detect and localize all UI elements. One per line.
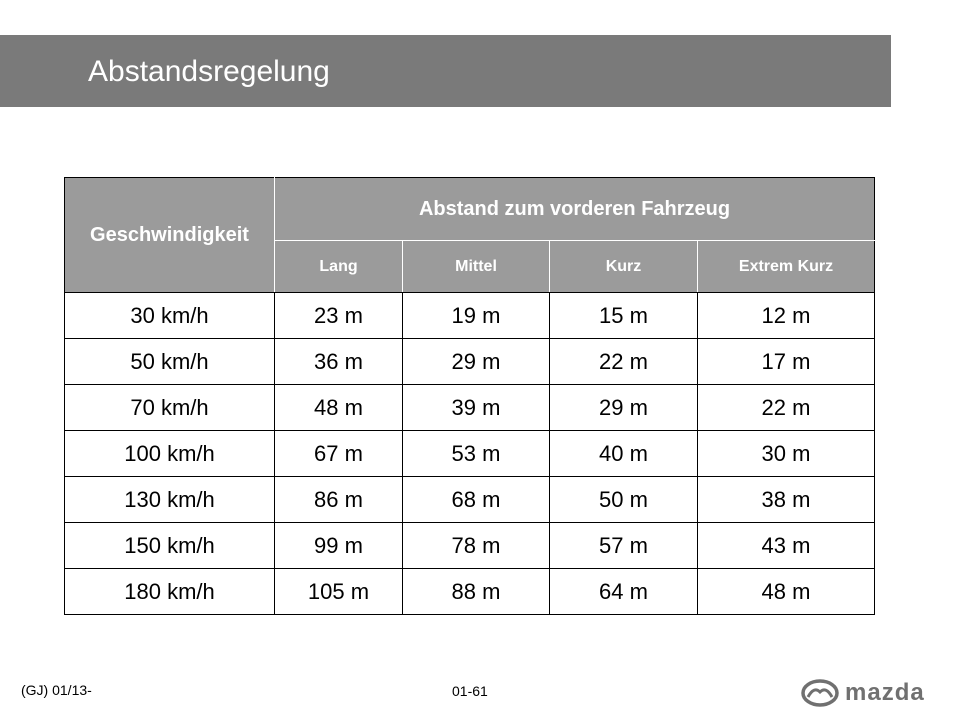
distance-table [64, 177, 875, 615]
distance-cell: 40 m [550, 431, 698, 477]
speed-header: Geschwindigkeit [65, 178, 275, 293]
table-row [65, 339, 875, 385]
distance-cell: 23 m [275, 293, 403, 339]
distance-cell: 29 m [403, 339, 550, 385]
distance-cell: 99 m [275, 523, 403, 569]
speed-cell: 50 km/h [65, 339, 275, 385]
distance-cell: 53 m [403, 431, 550, 477]
speed-cell: 70 km/h [65, 385, 275, 431]
table-row [65, 385, 875, 431]
table-row [65, 569, 875, 615]
speed-cell: 130 km/h [65, 477, 275, 523]
footer-code: (GJ) 01/13- [21, 682, 92, 698]
distance-cell: 15 m [550, 293, 698, 339]
speed-cell: 150 km/h [65, 523, 275, 569]
distance-cell: 39 m [403, 385, 550, 431]
distance-cell: 30 m [698, 431, 875, 477]
distance-cell: 88 m [403, 569, 550, 615]
title-bar [0, 35, 891, 107]
mazda-wordmark: mazda [845, 679, 925, 706]
distance-cell: 22 m [550, 339, 698, 385]
distance-cell: 86 m [275, 477, 403, 523]
sub-header-mittel: Mittel [403, 241, 550, 293]
distance-cell: 67 m [275, 431, 403, 477]
speed-cell: 30 km/h [65, 293, 275, 339]
distance-cell: 64 m [550, 569, 698, 615]
table-row [65, 477, 875, 523]
distance-cell: 12 m [698, 293, 875, 339]
speed-cell: 180 km/h [65, 569, 275, 615]
distance-group-header: Abstand zum vorderen Fahrzeug [275, 178, 875, 241]
mazda-emblem-icon [800, 678, 840, 708]
distance-cell: 50 m [550, 477, 698, 523]
distance-cell: 17 m [698, 339, 875, 385]
page-number: 01-61 [452, 683, 488, 699]
table-row [65, 293, 875, 339]
distance-cell: 68 m [403, 477, 550, 523]
distance-cell: 57 m [550, 523, 698, 569]
distance-cell: 38 m [698, 477, 875, 523]
distance-cell: 29 m [550, 385, 698, 431]
sub-header-lang: Lang [275, 241, 403, 293]
sub-header-kurz: Kurz [550, 241, 698, 293]
distance-cell: 22 m [698, 385, 875, 431]
table-row [65, 431, 875, 477]
slide-title: Abstandsregelung [88, 55, 330, 88]
sub-header-extrem-kurz: Extrem Kurz [698, 241, 875, 293]
distance-cell: 105 m [275, 569, 403, 615]
distance-cell: 43 m [698, 523, 875, 569]
table-row [65, 523, 875, 569]
distance-cell: 36 m [275, 339, 403, 385]
distance-cell: 78 m [403, 523, 550, 569]
distance-cell: 48 m [698, 569, 875, 615]
distance-cell: 48 m [275, 385, 403, 431]
speed-cell: 100 km/h [65, 431, 275, 477]
distance-cell: 19 m [403, 293, 550, 339]
mazda-logo [800, 676, 948, 710]
